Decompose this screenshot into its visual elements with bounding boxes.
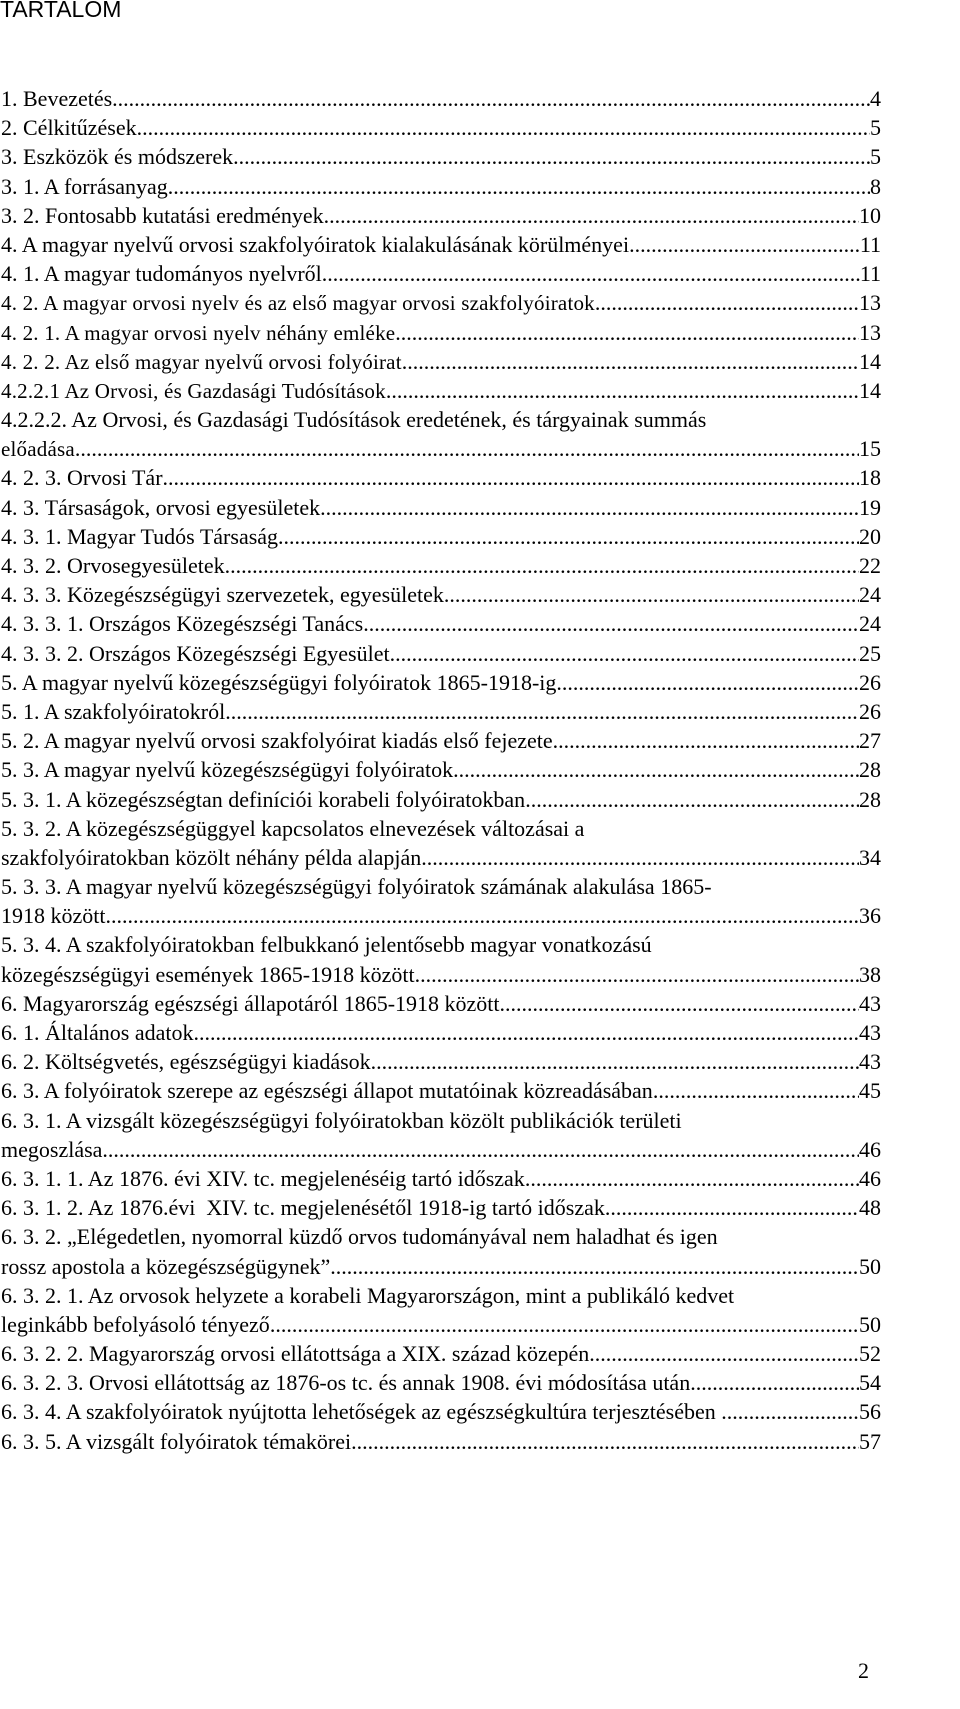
dot-leader xyxy=(629,230,860,259)
toc-entry-page: 10 xyxy=(859,202,881,228)
toc-entry[interactable] xyxy=(1,522,881,551)
toc-entry-title: 4. 1. A magyar tudományos nyelvről xyxy=(1,261,322,287)
toc-entry-title: 5. 1. A szakfolyóiratokról xyxy=(1,698,226,724)
toc-entry-title: 4. 2. 1. A magyar orvosi nyelv néhány emléke xyxy=(1,320,396,345)
dot-leader xyxy=(363,609,859,638)
toc-entry-title: 6. 3. 4. A szakfolyóiratok nyújtotta lehetőségek az egészségkultúra terjesztésében . xyxy=(1,1399,727,1425)
toc-entry-title: 4. 3. 2. Orvosegyesületek xyxy=(1,553,225,578)
toc-entry-title: megoszlása xyxy=(1,1136,103,1162)
toc-entry-title-first-line: 6. 3. 2. „Elégedetlen, nyomorral küzdő orvos tudományával nem haladhat és igen xyxy=(1,1224,718,1250)
toc-entry-title: 3. Eszközök és módszerek xyxy=(1,144,234,170)
toc-entry[interactable] xyxy=(1,697,881,726)
toc-entry-page: 50 xyxy=(859,1253,881,1279)
dot-leader xyxy=(595,288,859,317)
toc-entry-page: 8 xyxy=(870,173,881,199)
toc-entry[interactable] xyxy=(1,113,881,142)
toc-entry-page: 43 xyxy=(859,1020,881,1045)
toc-entry[interactable] xyxy=(1,201,881,230)
toc-entry-title: 6. 1. Általános adatok xyxy=(1,1020,194,1045)
dot-leader xyxy=(525,785,859,814)
toc-entry[interactable] xyxy=(1,230,881,259)
toc-entry-page: 18 xyxy=(859,465,881,491)
toc-entry[interactable] xyxy=(1,1164,881,1193)
toc-entry-title: 6. 3. A folyóiratok szerepe az egészségi állapot mutatóinak közreadásában xyxy=(1,1078,653,1104)
toc-entry-title: 6. 3. 2. 2. Magyarország orvosi ellátottsága a XIX. század közepén xyxy=(1,1341,590,1367)
toc-entry[interactable] xyxy=(1,785,881,814)
toc-entry[interactable] xyxy=(1,1397,881,1426)
toc-entry-title: 1918 között xyxy=(1,903,106,929)
dot-leader xyxy=(444,580,859,609)
toc-entry[interactable] xyxy=(1,1339,881,1368)
toc-entry-title: 4. 2. 2. Az első magyar nyelvű orvosi folyóirat xyxy=(1,349,402,374)
dot-leader xyxy=(525,1164,859,1193)
toc-entry-title: 6. 3. 1. 1. Az 1876. évi XIV. tc. megjelenéséig tartó időszak xyxy=(1,1165,525,1191)
toc-entry-page: 11 xyxy=(859,261,881,287)
toc-entry-title: 4. 3. 3. 1. Országos Közegészségi Tanács xyxy=(1,611,364,637)
toc-entry[interactable] xyxy=(1,1193,881,1222)
toc-entry[interactable] xyxy=(1,726,881,755)
toc-entry[interactable] xyxy=(1,755,881,784)
toc-entry-title: 4.2.2.1 Az Orvosi, és Gazdasági Tudósítások xyxy=(1,378,386,403)
dot-leader xyxy=(102,1135,859,1164)
toc-entry[interactable] xyxy=(1,814,881,872)
toc-entry-title: 4. 2. 3. Orvosi Tár xyxy=(1,465,163,491)
toc-entry-title: 4. 3. 1. Magyar Tudós Társaság xyxy=(1,523,279,549)
dot-leader xyxy=(351,1427,859,1456)
toc-entry[interactable] xyxy=(1,1281,881,1339)
toc-entry[interactable] xyxy=(1,463,881,492)
toc-entry-page: 26 xyxy=(859,669,881,695)
dot-leader xyxy=(605,1193,859,1222)
toc-entry-page: 36 xyxy=(859,903,881,929)
toc-entry-title: szakfolyóiratokban közölt néhány példa alapján xyxy=(1,844,422,870)
toc-entry-page: 34 xyxy=(859,844,881,870)
toc-entry-title-first-line: 5. 3. 3. A magyar nyelvű közegészségügyi folyóiratok számának alakulása 1865- xyxy=(1,874,712,900)
dot-leader xyxy=(402,347,859,376)
dot-leader xyxy=(386,376,859,405)
toc-entry[interactable] xyxy=(1,493,881,522)
toc-entry-title-first-line: 6. 3. 2. 1. Az orvosok helyzete a korabeli Magyarországon, mint a publikáló kedvet xyxy=(1,1282,735,1308)
toc-entry[interactable] xyxy=(1,1222,881,1280)
toc-entry-title-first-line: 5. 3. 2. A közegészségüggyel kapcsolatos elnevezések változásai a xyxy=(1,815,585,841)
toc-entry-page: 24 xyxy=(859,582,881,608)
dot-leader xyxy=(421,843,859,872)
dot-leader xyxy=(168,172,870,201)
toc-entry-title-first-line: 5. 3. 4. A szakfolyóiratokban felbukkanó jelentősebb magyar vonatkozású xyxy=(1,932,652,958)
dot-leader xyxy=(270,1310,859,1339)
dot-leader xyxy=(371,1047,859,1076)
toc-entry[interactable] xyxy=(1,1047,881,1076)
toc-entry-page: 14 xyxy=(859,377,881,403)
dot-leader xyxy=(500,989,859,1018)
toc-entry-page: 45 xyxy=(859,1078,881,1104)
toc-entry[interactable] xyxy=(1,872,881,930)
dot-leader xyxy=(225,551,859,580)
dot-leader xyxy=(390,639,859,668)
toc-entry-title: 4. 3. 3. Közegészségügyi szervezetek, egyesületek xyxy=(1,582,444,608)
dot-leader xyxy=(75,434,859,463)
toc-entry-title: leginkább befolyásoló tényező xyxy=(1,1311,270,1337)
toc-entry[interactable] xyxy=(1,1368,881,1397)
toc-entry-title: 5. 3. A magyar nyelvű közegészségügyi folyóiratok xyxy=(1,757,454,783)
dot-leader xyxy=(395,318,859,347)
dot-leader xyxy=(137,113,870,142)
toc-entry-page: 4 xyxy=(870,86,881,111)
toc-entry-title: 4. A magyar nyelvű orvosi szakfolyóiratok kialakulásának körülményei xyxy=(1,231,630,257)
dot-leader xyxy=(330,1252,859,1281)
toc-entry-title: 5. A magyar nyelvű közegészségügyi folyóiratok 1865-1918-ig xyxy=(1,669,557,695)
toc-entry-page: 50 xyxy=(859,1311,881,1337)
dot-leader xyxy=(278,522,859,551)
toc-entry-page: 13 xyxy=(859,290,881,316)
toc-entry-page: 27 xyxy=(859,728,881,754)
toc-entry-page: 28 xyxy=(859,757,881,783)
toc-entry[interactable] xyxy=(1,347,881,376)
toc-entry[interactable] xyxy=(1,989,881,1018)
toc-entry-page: 20 xyxy=(859,523,881,549)
toc-entry-page: 19 xyxy=(859,494,881,520)
dot-leader xyxy=(322,259,860,288)
dot-leader xyxy=(589,1339,859,1368)
toc-entry-page: 24 xyxy=(859,611,881,637)
dot-leader xyxy=(106,901,860,930)
toc-entry-page: 26 xyxy=(859,698,881,724)
toc-entry[interactable] xyxy=(1,551,881,580)
toc-entry[interactable] xyxy=(1,1018,881,1047)
toc-entry-title-first-line: 6. 3. 1. A vizsgált közegészségügyi folyóiratokban közölt publikációk területi xyxy=(1,1107,682,1133)
toc-entry-title: 5. 3. 1. A közegészségtan definíciói korabeli folyóiratokban xyxy=(1,786,526,812)
toc-entry-page: 5 xyxy=(870,144,881,170)
dot-leader xyxy=(415,960,859,989)
toc-entry[interactable] xyxy=(1,376,881,405)
toc-entry[interactable] xyxy=(1,609,881,638)
toc-entry-page: 56 xyxy=(859,1399,881,1425)
toc-entry[interactable] xyxy=(1,1427,881,1456)
toc-entry-page: 46 xyxy=(859,1165,881,1191)
toc-entry-page: 5 xyxy=(870,115,881,141)
toc-entry-title: 3. 2. Fontosabb kutatási eredmények xyxy=(1,202,324,228)
toc-entry-page: 25 xyxy=(859,640,881,666)
toc-entry[interactable] xyxy=(1,142,881,171)
toc-entry-title: 6. 2. Költségvetés, egészségügyi kiadások xyxy=(1,1049,371,1075)
toc-entry-title: rossz apostola a közegészségügynek” xyxy=(1,1253,331,1279)
dot-leader xyxy=(556,668,859,697)
toc-entry[interactable] xyxy=(1,259,881,288)
toc-entry-title: 6. 3. 5. A vizsgált folyóiratok témakörei xyxy=(1,1428,352,1454)
toc-entry-page: 11 xyxy=(859,231,881,257)
dot-leader xyxy=(324,201,859,230)
toc-entry-title: 6. 3. 2. 3. Orvosi ellátottság az 1876-os tc. és annak 1908. évi módosítása után xyxy=(1,1370,691,1396)
toc-entry-title: 1. Bevezetés xyxy=(1,86,113,111)
toc-entry-title-first-line: 4.2.2.2. Az Orvosi, és Gazdasági Tudósítások eredetének, és tárgyainak summás xyxy=(1,407,707,433)
toc-entry-page: 14 xyxy=(859,348,881,374)
dot-leader xyxy=(233,142,870,171)
dot-leader xyxy=(727,1397,859,1426)
table-of-contents xyxy=(1,84,881,1456)
toc-entry-title: 5. 2. A magyar nyelvű orvosi szakfolyóirat kiadás első fejezete xyxy=(1,728,553,754)
dot-leader xyxy=(163,463,859,492)
toc-entry-page: 52 xyxy=(859,1341,881,1367)
toc-entry-page: 13 xyxy=(859,319,881,345)
dot-leader xyxy=(193,1018,859,1047)
toc-entry-title: 4. 3. Társaságok, orvosi egyesületek xyxy=(1,494,321,520)
toc-entry-page: 54 xyxy=(859,1370,881,1396)
page-number: 2 xyxy=(858,1658,869,1683)
toc-entry-title: 3. 1. A forrásanyag xyxy=(1,173,168,199)
toc-entry[interactable] xyxy=(1,84,881,113)
dot-leader xyxy=(112,84,870,113)
dot-leader xyxy=(553,726,859,755)
toc-entry-title: 6. 3. 1. 2. Az 1876.évi XIV. tc. megjelenésétől 1918-ig tartó időszak xyxy=(1,1195,605,1221)
dot-leader xyxy=(320,493,859,522)
toc-entry-page: 38 xyxy=(859,961,881,987)
toc-entry[interactable] xyxy=(1,639,881,668)
toc-entry-title: közegészségügyi események 1865-1918 között xyxy=(1,961,415,987)
page-title: TARTALOM xyxy=(0,0,122,22)
toc-entry[interactable] xyxy=(1,930,881,988)
toc-entry-page: 43 xyxy=(859,990,881,1016)
dot-leader xyxy=(453,755,859,784)
toc-entry-title: 6. Magyarország egészségi állapotáról 1865-1918 között xyxy=(1,990,500,1016)
toc-entry-page: 43 xyxy=(859,1049,881,1075)
toc-entry-page: 46 xyxy=(859,1136,881,1162)
toc-entry-page: 22 xyxy=(859,553,881,578)
toc-entry-page: 15 xyxy=(859,436,881,462)
toc-entry-page: 57 xyxy=(859,1428,881,1454)
toc-entry-title: 2. Célkitűzések xyxy=(1,115,137,141)
toc-entry[interactable] xyxy=(1,1076,881,1105)
toc-entry[interactable] xyxy=(1,288,881,317)
toc-entry-page: 48 xyxy=(859,1195,881,1221)
toc-entry[interactable] xyxy=(1,580,881,609)
dot-leader xyxy=(690,1368,859,1397)
toc-entry[interactable] xyxy=(1,318,881,347)
toc-entry[interactable] xyxy=(1,405,881,463)
toc-entry[interactable] xyxy=(1,668,881,697)
toc-entry-title: előadása xyxy=(1,437,75,462)
toc-entry-title: 4. 2. A magyar orvosi nyelv és az első magyar orvosi szakfolyóiratok xyxy=(1,291,595,316)
dot-leader xyxy=(653,1076,859,1105)
toc-entry-page: 28 xyxy=(859,786,881,812)
dot-leader xyxy=(225,697,859,726)
toc-entry[interactable] xyxy=(1,1106,881,1164)
toc-entry-title: 4. 3. 3. 2. Országos Közegészségi Egyesület xyxy=(1,640,390,666)
toc-entry[interactable] xyxy=(1,172,881,201)
